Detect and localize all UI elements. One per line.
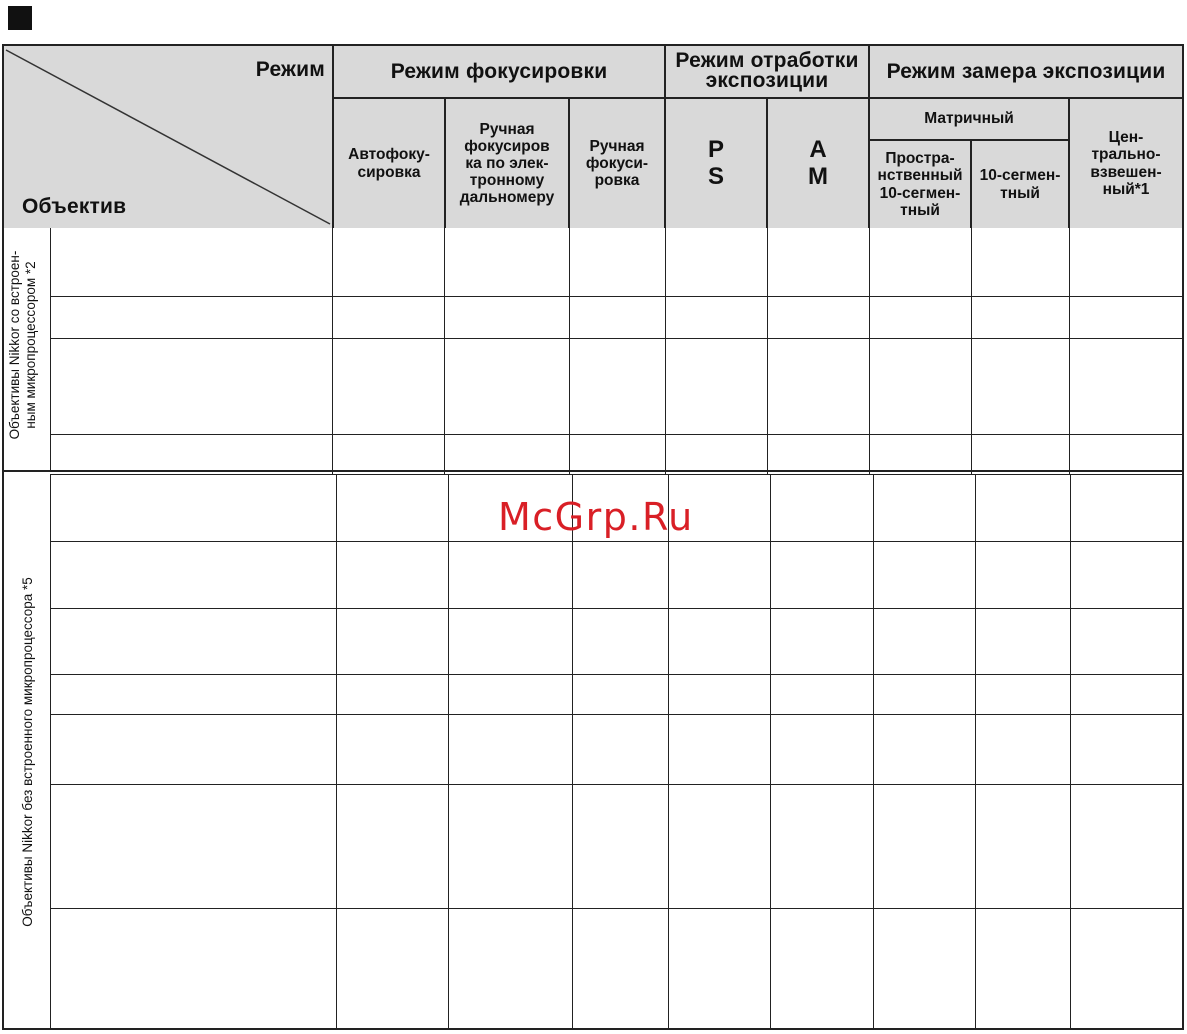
header-right-border xyxy=(1182,44,1184,228)
section-marker xyxy=(8,6,32,30)
col-ten-segment: 10-сегмен- тный xyxy=(979,167,1061,202)
grid-line xyxy=(332,228,333,474)
grid-line xyxy=(1070,474,1071,1030)
grid-line xyxy=(665,228,666,474)
col-center-weighted: Цен- трально- взвешен- ный*1 xyxy=(1090,129,1162,198)
corner-mode-label: Режим xyxy=(255,58,325,82)
grid-line xyxy=(444,228,445,474)
body-left-border xyxy=(2,472,4,1030)
grid-line xyxy=(572,474,573,1030)
row-line xyxy=(50,434,1184,435)
grid-line xyxy=(971,228,972,474)
col-manual-rangefinder: Ручная фокусиров ка по элек- тронному дальномеру xyxy=(459,120,555,207)
grid-line xyxy=(336,474,337,1030)
grid-line xyxy=(50,474,51,1030)
row-line xyxy=(50,474,1184,475)
grid-line xyxy=(770,474,771,1030)
body-right-border xyxy=(1182,474,1184,1030)
row-line xyxy=(50,338,1184,339)
row-line xyxy=(50,608,1184,609)
grid-line xyxy=(668,474,669,1030)
row-line xyxy=(50,541,1184,542)
col-spatial: Простра- нственный 10-сегмен- тный xyxy=(877,150,963,219)
side-label-cpu: Объективы Nikkor со встроен- ным микропроцессором *2 xyxy=(7,250,38,440)
side-label-non-cpu: Объективы Nikkor без встроенного микропроцессора *5 xyxy=(20,577,35,927)
row-line xyxy=(50,714,1184,715)
grid-line xyxy=(569,228,570,474)
body-right-border xyxy=(1182,228,1184,474)
group-focus: Режим фокусировки xyxy=(390,60,608,84)
col-ps: P S xyxy=(707,136,724,190)
group-metering: Режим замера экспозиции xyxy=(886,60,1166,84)
group-exposure: Режим отработки экспозиции xyxy=(675,49,859,92)
grid-line xyxy=(975,474,976,1030)
col-autofocus: Автофоку- сировка xyxy=(348,146,430,181)
watermark: McGrp.Ru xyxy=(498,495,694,539)
row-line xyxy=(50,908,1184,909)
body-bottom-border xyxy=(2,1028,1184,1030)
row-line xyxy=(50,674,1184,675)
col-manual: Ручная фокуси- ровка xyxy=(585,137,649,190)
row-line xyxy=(50,784,1184,785)
grid-line xyxy=(767,228,768,474)
corner-lens-label: Объектив xyxy=(22,195,127,219)
col-am: A M xyxy=(808,136,828,190)
body-left-border xyxy=(2,228,4,470)
grid-line xyxy=(1069,228,1070,474)
section-divider xyxy=(2,470,1184,472)
row-line xyxy=(50,296,1184,297)
grid-line xyxy=(869,228,870,474)
col-matrix: Матричный xyxy=(924,110,1014,128)
grid-line xyxy=(448,474,449,1030)
grid-line xyxy=(873,474,874,1030)
